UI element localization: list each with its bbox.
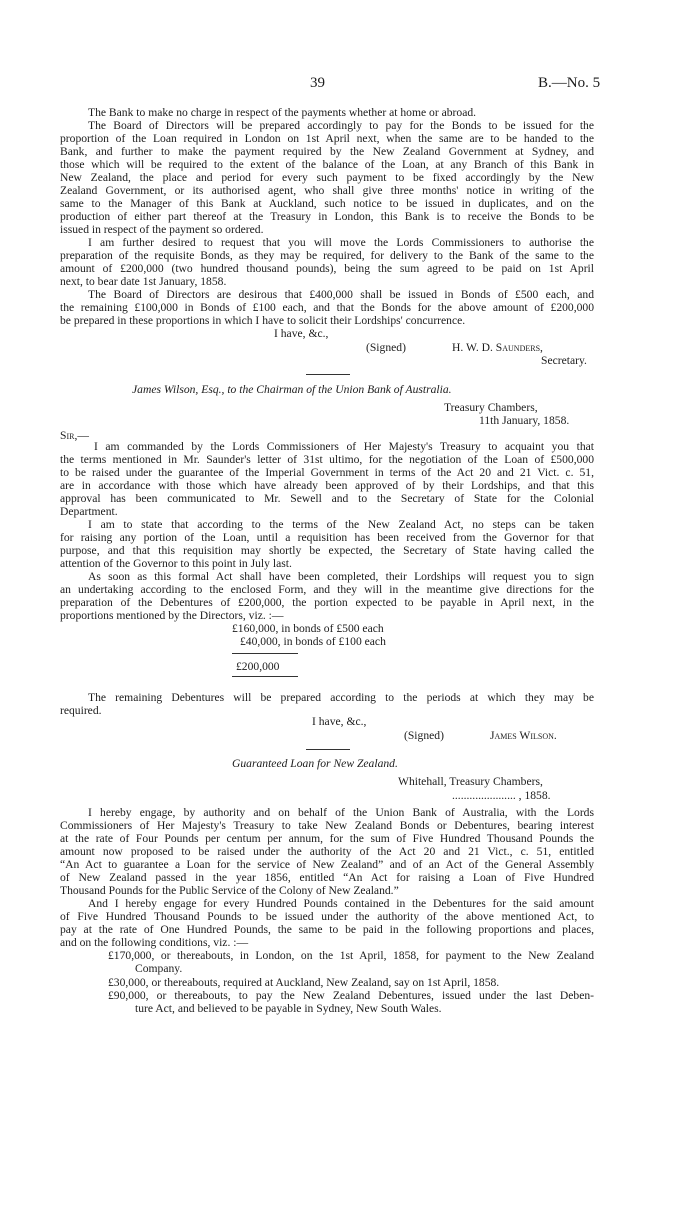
closing: I have, &c., (274, 327, 329, 340)
body-line: approval has been communicated to Mr. Sewell and to the Secretary of State for the Colonial (60, 492, 594, 505)
section-divider (306, 374, 350, 375)
body-line: production of either part thereof at the Treasury in London, this Bank is to receive the Bonds to be (60, 210, 594, 223)
body-line: The Board of Directors are desirous that £400,000 shall be issued in Bonds of £500 each, and (88, 288, 594, 301)
body-line: the terms mentioned in Mr. Saunder's letter of 31st ultimo, for the negotiation of the Loan of £500,000 (60, 453, 594, 466)
body-line: and on the following conditions, viz. :— (60, 936, 249, 949)
schedule-line: £40,000, in bonds of £100 each (240, 635, 386, 648)
body-line: preparation of the requisite Bonds, as they may be required, for delivery to the Bank of the same to the (60, 249, 594, 262)
form-address: Whitehall, Treasury Chambers, (398, 775, 543, 788)
body-line: And I hereby engage for every Hundred Pounds contained in the Debentures for the said amount (88, 897, 594, 910)
closing: I have, &c., (312, 715, 367, 728)
body-line: I am commanded by the Lords Commissioners of Her Majesty's Treasury to acquaint you that (94, 440, 594, 453)
body-line: issued in respect of the payment so ordered. (60, 223, 264, 236)
body-line: same to the Manager of this Bank at Auckland, such notice to be issued in duplicates, and on the (60, 197, 594, 210)
total-rule (232, 676, 298, 677)
body-line: Zealand Government, or its authorised agent, who shall give three months' notice in writing of the (60, 184, 594, 197)
salutation: Sir,— (60, 429, 89, 442)
body-line: Department. (60, 505, 118, 518)
body-line: purpose, and that this requisition may shortly be expected, the Secretary of State having called the (60, 544, 594, 557)
body-line: of New Zealand passed in the year 1856, entitled “An Act for raising a Loan of Five Hundred (60, 871, 594, 884)
body-line: proportion of the Loan required in London on 1st April next, when the same are to be handed to the (60, 132, 594, 145)
body-line: New Zealand, the place and period for every such payment to be fixed accordingly by the New (60, 171, 594, 184)
body-line: amount of £200,000 (two hundred thousand pounds), being the sum agreed to be paid on 1st April (60, 262, 594, 275)
item-line: £90,000, or thereabouts, to pay the New Zealand Debentures, issued under the last Deben- (108, 989, 594, 1002)
body-line: Commissioners of Her Majesty's Treasury to take New Zealand Bonds or Debentures, bearing interest (60, 819, 594, 832)
signed-label: (Signed) (366, 341, 406, 354)
body-line: The Board of Directors will be prepared accordingly to pay for the Bonds to be issued for the (88, 119, 594, 132)
item-line: Company. (135, 962, 183, 975)
signed-label: (Signed) (404, 729, 444, 742)
body-line: of Five Hundred Thousand Pounds to be issued under the authority of the above mentioned Act, to (60, 910, 594, 923)
section-divider (306, 749, 350, 750)
body-line: are in accordance with those which have already been approved of by their Lordships, and that this (60, 479, 594, 492)
form-heading: Guaranteed Loan for New Zealand. (232, 757, 398, 770)
body-line: to be raised under the guarantee of the Imperial Government in terms of the Act 20 and 21 Vict. c. 51, (60, 466, 594, 479)
item-line: ture Act, and believed to be payable in Sydney, New South Wales. (135, 1002, 442, 1015)
signatory-title: Secretary. (541, 354, 587, 367)
total-rule (232, 653, 298, 654)
body-line: I am further desired to request that you will move the Lords Commissioners to authorise the (88, 236, 594, 249)
body-line: “An Act to guarantee a Loan for the service of New Zealand” and of an Act of the General Assembly (60, 858, 594, 871)
letter-address: Treasury Chambers, (444, 401, 538, 414)
body-line: an undertaking according to the enclosed Form, and they will in the meantime give directions for the (60, 583, 594, 596)
item-line: £170,000, or thereabouts, in London, on the 1st April, 1858, for payment to the New Zealand (108, 949, 594, 962)
body-line: Bank, and further to make the payment required by the New Zealand Government at Sydney, and (60, 145, 594, 158)
body-line: attention of the Governor to this point in July last. (60, 557, 292, 570)
body-line: pay at the rate of One Hundred Pounds, the same to be paid in the following proportions and places, (60, 923, 594, 936)
body-line: As soon as this formal Act shall have been completed, their Lordships will request you to sign (88, 570, 594, 583)
body-line: preparation of the Debentures of £200,000, the portion expected to be payable in April next, in the (60, 596, 594, 609)
body-line: for raising any portion of the Loan, until a requisition has been received from the Governor for that (60, 531, 594, 544)
section-reference: B.—No. 5 (538, 75, 601, 91)
signatory: H. W. D. Saunders, (452, 341, 543, 354)
body-line: the remaining £100,000 in Bonds of £100 each, and that the Bonds for the above amount of £200,000 (60, 301, 594, 314)
letter-heading: James Wilson, Esq., to the Chairman of the Union Bank of Australia. (132, 383, 452, 396)
schedule-line: £160,000, in bonds of £500 each (232, 622, 384, 635)
body-line: required. (60, 704, 102, 717)
body-line: amount now proposed to be raised under the authority of the Act 20 and 21 Vict., c. 51, entitled (60, 845, 594, 858)
item-line: £30,000, or thereabouts, required at Auckland, New Zealand, say on 1st April, 1858. (108, 976, 500, 989)
schedule-total: £200,000 (236, 660, 280, 673)
letter-date: 11th January, 1858. (479, 414, 570, 427)
body-line: at the rate of Four Pounds per centum per annum, for the sum of Five Hundred Thousand Pounds the (60, 832, 594, 845)
body-line: be prepared in these proportions in which I have to solicit their Lordships' concurrence. (60, 314, 466, 327)
body-line: The remaining Debentures will be prepared according to the periods at which they may be (88, 691, 594, 704)
form-date: ...................... , 1858. (452, 789, 551, 802)
signatory: James Wilson. (490, 729, 557, 742)
page-number: 39 (310, 75, 325, 91)
body-line: those which will be required to the extent of the balance of the Loan, at any Branch of this Bank in (60, 158, 594, 171)
body-line: next, to bear date 1st January, 1858. (60, 275, 227, 288)
body-line: The Bank to make no charge in respect of the payments whether at home or abroad. (88, 106, 477, 119)
body-line: I am to state that according to the terms of the New Zealand Act, no steps can be taken (88, 518, 594, 531)
body-line: Thousand Pounds for the Public Service of the Colony of New Zealand.” (60, 884, 399, 897)
body-line: I hereby engage, by authority and on behalf of the Union Bank of Australia, with the Lords (88, 806, 594, 819)
body-line: proportions mentioned by the Directors, viz. :— (60, 609, 284, 622)
